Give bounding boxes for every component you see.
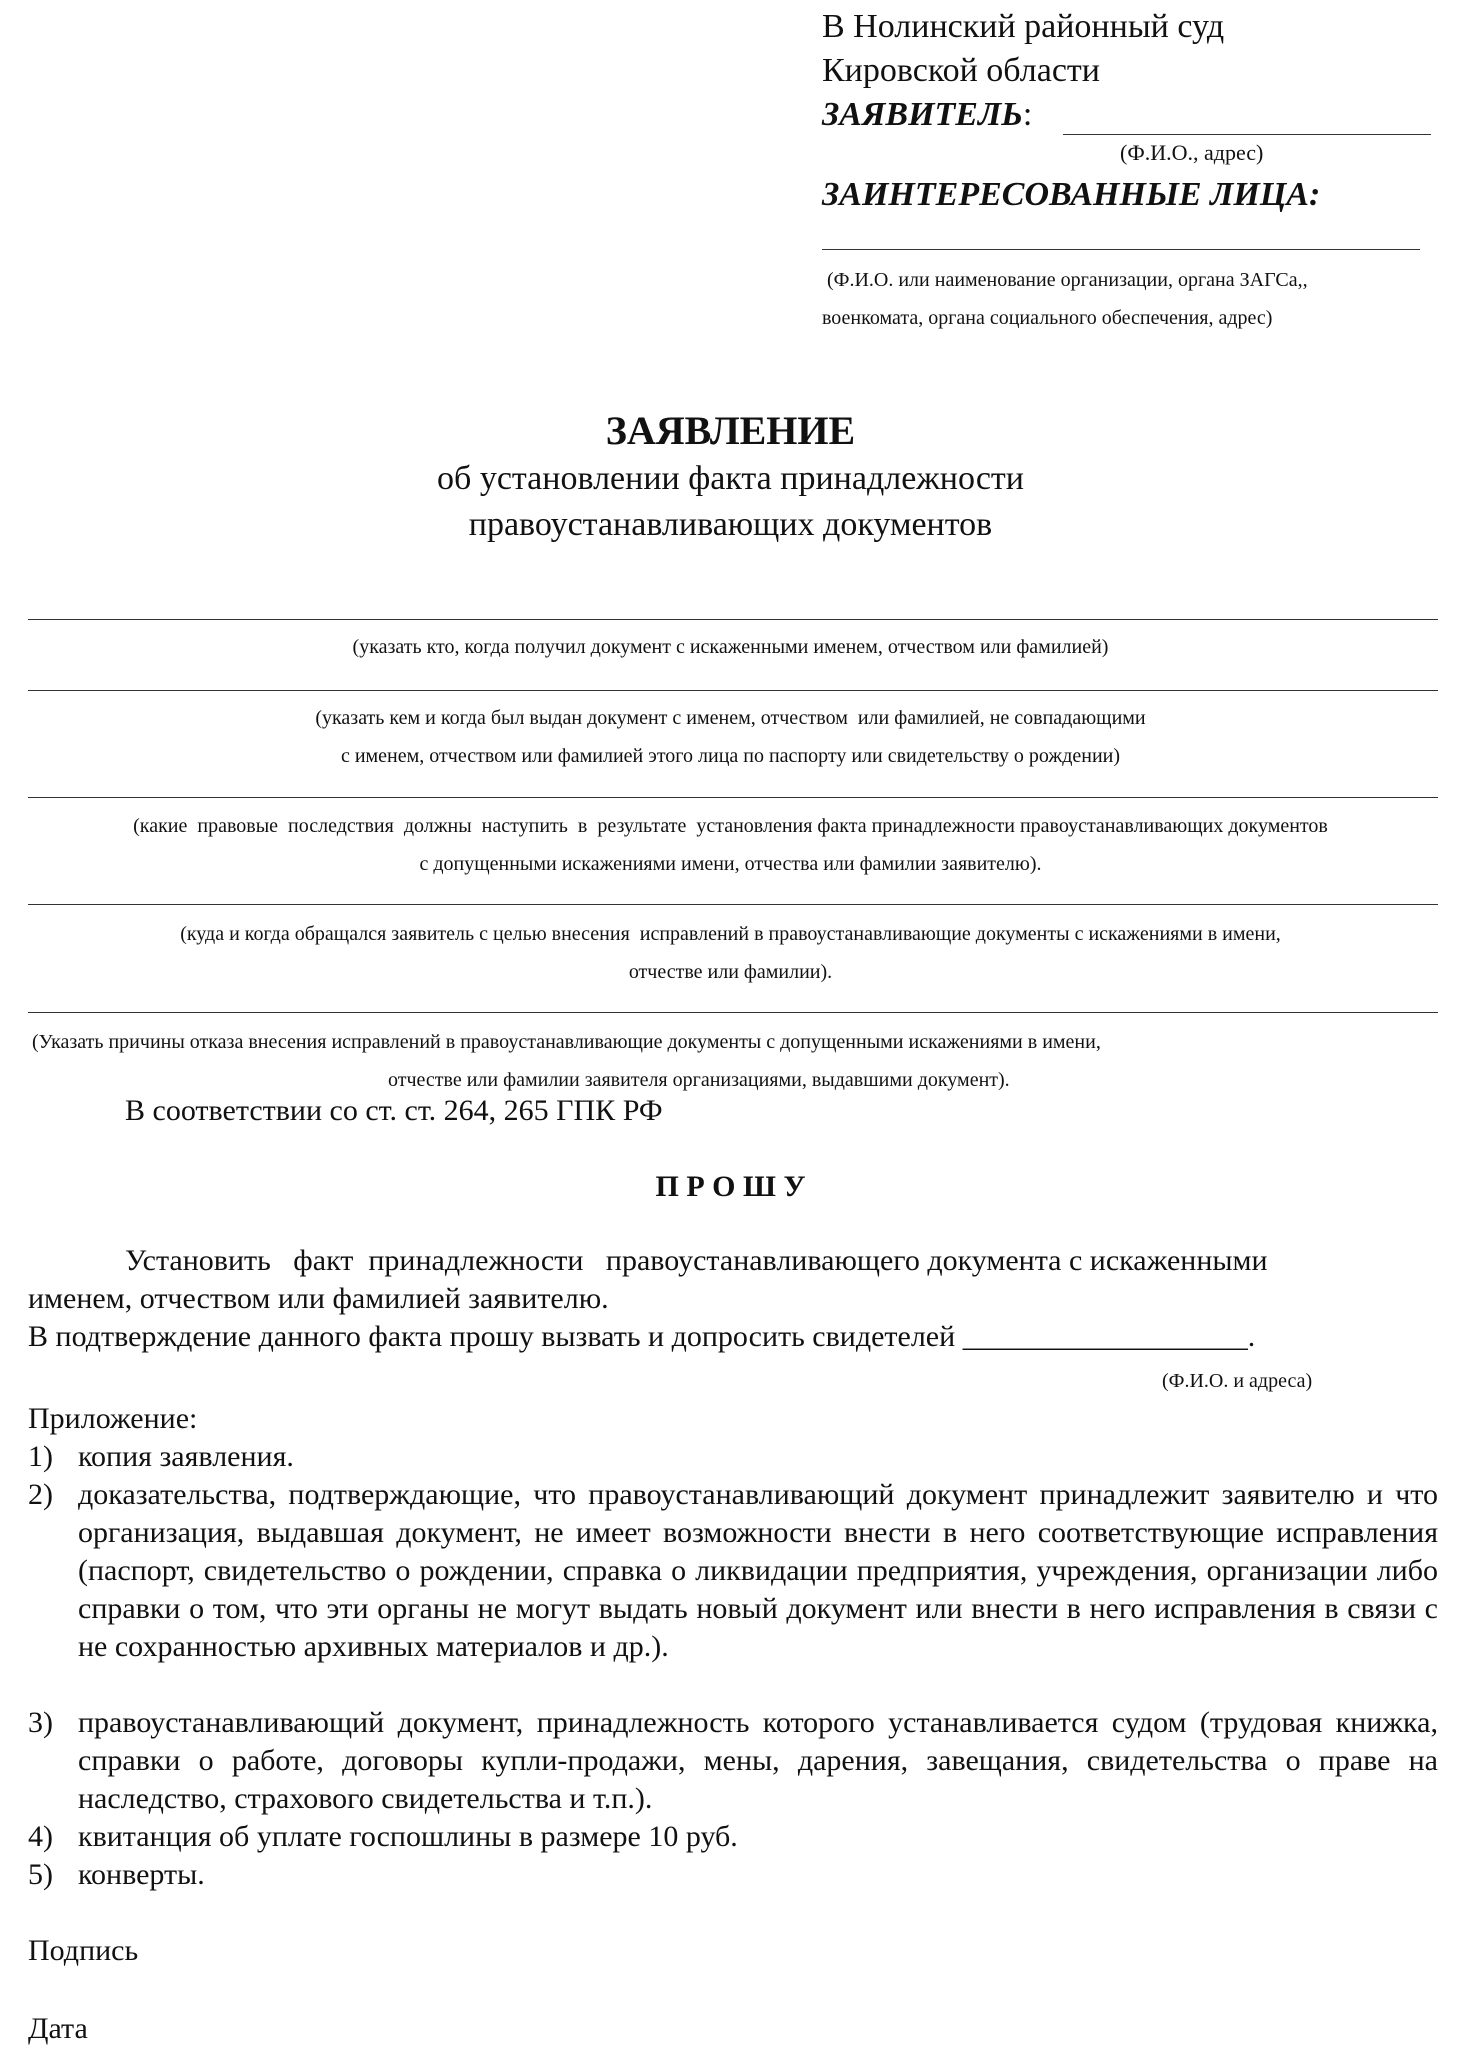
interested-parties-label: ЗАИНТЕРЕСОВАННЫЕ ЛИЦА: xyxy=(822,176,1321,213)
attachment-text: доказательства, подтверждающие, что правоустанавливающий документ принадлежит заявителю и что организация, выдавшая документ, не имеет возможности внести в него соответствующие исправления (паспорт, свидетельство о рождении, справка о ликвидации предприятия, учреждения, организации либо справки о том, что эти органы не могут выдать новый документ или внести в него исправления в связи с не сохранностью архивных материалов и др.). xyxy=(78,1478,1438,1663)
document-subtitle-line1: об установлении факта принадлежности xyxy=(437,460,1024,497)
attachment-item xyxy=(28,1476,1438,1666)
attachment-item xyxy=(28,1704,1438,1818)
para1-line2: именем, отчеством или фамилией заявителю. xyxy=(28,1282,609,1315)
attachment-item xyxy=(28,1856,1438,1894)
date-label: Дата xyxy=(28,2012,88,2045)
attachment-number: 4) xyxy=(28,1820,53,1853)
interested-blank-line xyxy=(822,249,1420,250)
fill-line-1 xyxy=(28,619,1438,620)
attachment-number: 2) xyxy=(28,1478,53,1511)
court-name-line1: В Нолинский районный суд xyxy=(822,8,1225,45)
hint-3-line1: (какие правовые последствия должны наступить в результате установления факта принадлежности правоустанавливающих документов xyxy=(133,815,1328,837)
attachment-text: конверты. xyxy=(78,1858,205,1891)
fill-line-3 xyxy=(28,797,1438,798)
hint-1: (указать кто, когда получил документ с искаженными именем, отчеством или фамилией) xyxy=(352,636,1109,658)
court-name-line2: Кировской области xyxy=(822,52,1100,89)
para2-text: В подтверждение данного факта прошу вызвать и допросить свидетелей xyxy=(28,1320,956,1353)
witness-blank: ___________________. xyxy=(962,1320,1256,1353)
hint-4-line1: (куда и когда обращался заявитель с целью внесения исправлений в правоустанавливающие документы с искажениями в имени, xyxy=(180,923,1281,945)
applicant-blank-line xyxy=(1063,134,1431,135)
attachment-number: 3) xyxy=(28,1706,53,1739)
attachment-text: копия заявления. xyxy=(78,1440,294,1473)
para1-line1: Установить факт принадлежности правоустанавливающего документа с искаженными xyxy=(125,1244,1268,1277)
fill-line-2 xyxy=(28,690,1438,691)
signature-label: Подпись xyxy=(28,1934,139,1967)
attachment-number: 1) xyxy=(28,1440,53,1473)
hint-5-line1: (Указать причины отказа внесения исправлений в правоустанавливающие документы с допущенными искажениями в имени, xyxy=(32,1031,1101,1053)
interested-hint-line2: военкомата, органа социального обеспечения, адрес) xyxy=(822,307,1273,329)
applicant-row xyxy=(822,96,1032,134)
fill-line-4 xyxy=(28,904,1438,905)
para2-row xyxy=(28,1318,1255,1356)
hint-2-line2: с именем, отчеством или фамилией этого лица по паспорту или свидетельству о рождении) xyxy=(340,745,1121,767)
document-subtitle-line2: правоустанавливающих документов xyxy=(468,506,993,543)
document-title: ЗАЯВЛЕНИЕ xyxy=(605,408,856,453)
hint-4-line2: отчестве или фамилии). xyxy=(628,961,833,983)
request-heading: П Р О Ш У xyxy=(655,1170,806,1203)
applicant-hint: (Ф.И.О., адрес) xyxy=(1120,140,1264,165)
attachment-item xyxy=(28,1818,1438,1856)
attachments-label: Приложение: xyxy=(28,1402,198,1435)
interested-hint-line1: (Ф.И.О. или наименование организации, органа ЗАГСа,, xyxy=(822,269,1308,291)
attachment-item xyxy=(28,1438,1438,1476)
hint-2-line1: (указать кем и когда был выдан документ с именем, отчеством или фамилией, не совпадающими xyxy=(315,707,1146,729)
hint-5-line2: отчестве или фамилии заявителя организациями, выдавшими документ). xyxy=(388,1069,1010,1091)
hint-3-line2: с допущенными искажениями имени, отчества или фамилии заявителю). xyxy=(419,853,1042,875)
fill-line-5 xyxy=(28,1012,1438,1013)
attachment-text: правоустанавливающий документ, принадлежность которого устанавливается судом (трудовая книжка, справки о работе, договоры купли-продажи, мены, дарения, завещания, свидетельства о праве на наследство, страхового свидетельства и т.п.). xyxy=(78,1706,1438,1815)
legal-basis: В соответствии со ст. ст. 264, 265 ГПК РФ xyxy=(125,1094,663,1127)
applicant-colon: : xyxy=(1022,96,1033,133)
attachment-number: 5) xyxy=(28,1858,53,1891)
attachment-text: квитанция об уплате госпошлины в размере 10 руб. xyxy=(78,1820,738,1853)
applicant-label: ЗАЯВИТЕЛЬ xyxy=(822,96,1023,133)
witness-hint: (Ф.И.О. и адреса) xyxy=(1162,1370,1313,1392)
